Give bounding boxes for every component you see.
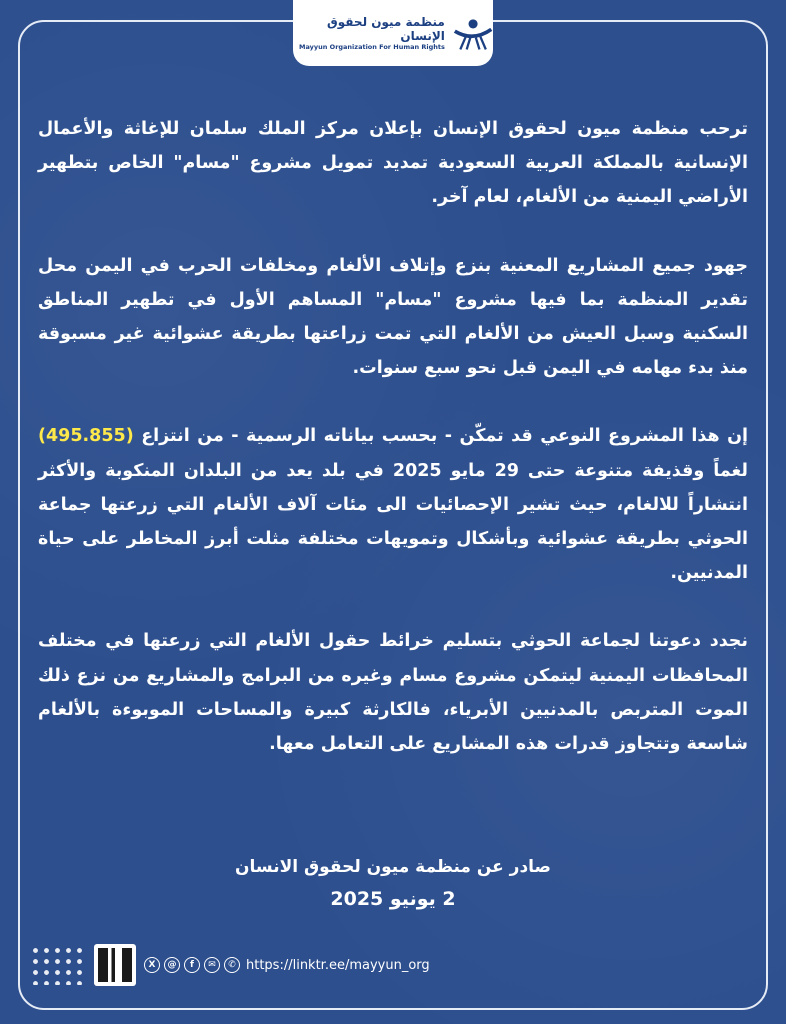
social-icons — [144, 957, 240, 973]
logo-name-en: Mayyun Organization For Human Rights — [299, 43, 445, 51]
logo-header — [293, 0, 493, 66]
paragraph-3-end: لغماً وقذيفة متنوعة حتى 29 مايو 2025 في بلد يعد من البلدان المنكوبة والأكثر انتشاراً للالغام، حيث تشير الإحصائيات الى مئات آلاف الألغام التي زرعتها جماعة الحوثي بطريقة عشوائية وبأشكال وتمويهات مختلفة مثلت أبرز المخاطر على حياة المدنيين. — [38, 460, 749, 584]
email-icon[interactable]: ✉ — [204, 957, 220, 973]
paragraph-3 — [38, 419, 748, 590]
linktree-link[interactable]: https://linktr.ee/mayyun_org — [246, 957, 430, 973]
statement-body — [38, 112, 748, 795]
whatsapp-icon[interactable]: ✆ — [224, 957, 240, 973]
dots-decoration — [30, 945, 84, 985]
paragraph-2: جهود جميع المشاريع المعنية بنزع وإتلاف الألغام ومخلفات الحرب في اليمن محل تقدير المنظمة بما فيها مشروع "مسام" المساهم الأول في تطهير المناطق السكنية وسبل العيش من الألغام التي تمت زراعتها بطريقة عشوائية غير مسبوقة منذ بدء مهامه في اليمن قبل نحو سبع سنوات. — [38, 255, 748, 379]
paragraph-1: ترحب منظمة ميون لحقوق الإنسان بإعلان مركز الملك سلمان للإغاثة والأعمال الإنسانية بالمملكة العربية السعودية تمديد تمويل مشروع "مسام" الخاص بتطهير الأراضي اليمنية من الألغام، لعام آخر. — [38, 119, 748, 208]
paragraph-3-start: إن هذا المشروع النوعي قد تمكّن - بحسب بياناته الرسمية - من انتزاع — [141, 426, 749, 447]
logo-icon — [453, 13, 493, 53]
paragraph-4: نجدد دعوتنا لجماعة الحوثي بتسليم خرائط حقول الألغام التي زرعتها في مختلف المحافظات اليمنية ليتمكن مشروع مسام وغيره من البرامج والمشاريع من نزع ذلك الموت المتربص بالمدنيين الأبرياء، فالكارثة كبيرة والمساحات الموبوءة بالألغام شاسعة وتتجاوز قدرات هذه المشاريع على التعامل معها. — [38, 631, 748, 755]
signature-block — [38, 852, 748, 916]
mine-count-highlight: (495.855) — [38, 426, 134, 447]
logo-name-ar: منظمة ميون لحقوق الإنسان — [327, 15, 445, 43]
facebook-icon[interactable]: f — [184, 957, 200, 973]
issuer-line: صادر عن منظمة ميون لحقوق الانسان — [235, 857, 551, 877]
logo-text — [293, 15, 445, 51]
issue-date: 2 يونيو 2025 — [330, 888, 456, 910]
threads-icon[interactable]: @ — [164, 957, 180, 973]
qr-code[interactable] — [94, 944, 136, 986]
footer — [30, 930, 490, 1000]
x-icon[interactable]: X — [144, 957, 160, 973]
